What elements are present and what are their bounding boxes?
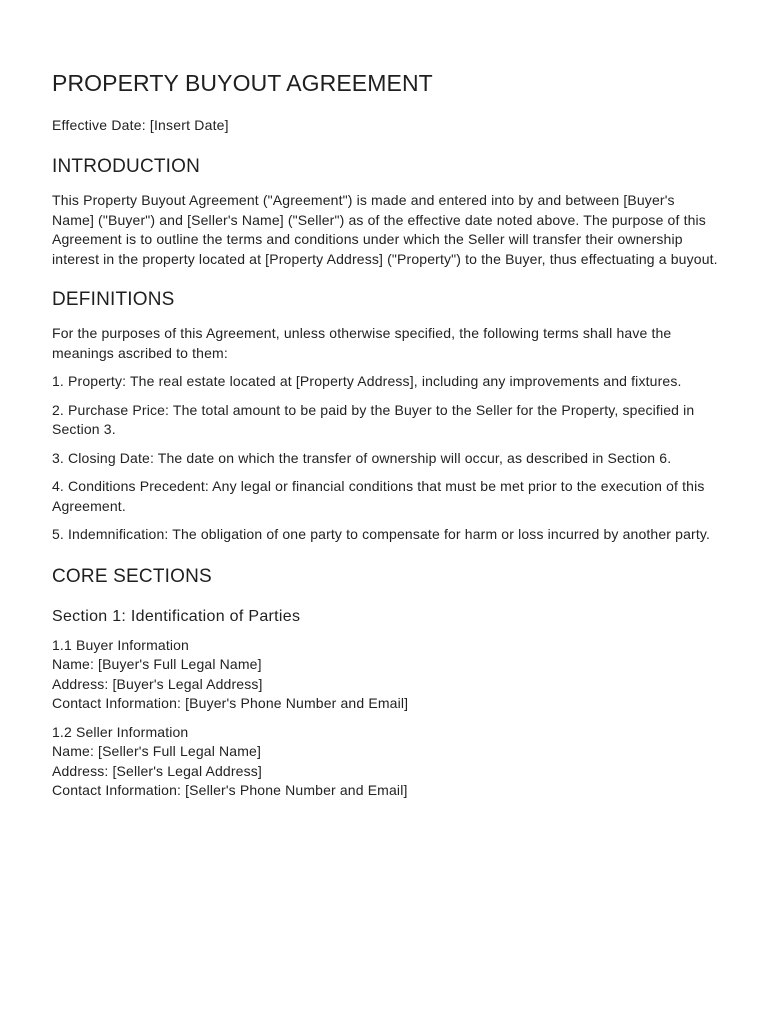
effective-date: Effective Date: [Insert Date] [52,117,229,133]
buyer-info-label: 1.1 Buyer Information [52,636,189,653]
definition-item: 3. Closing Date: The date on which the transfer of ownership will occur, as described in Section 6. [52,449,672,466]
definition-item: 4. Conditions Precedent: Any legal or financial conditions that must be met prior to the execution of this Agreement. [52,478,705,514]
definitions-heading: DEFINITIONS [52,289,175,310]
buyer-contact: Contact Information: [Buyer's Phone Number and Email] [52,695,409,711]
seller-name: Name: [Seller's Full Legal Name] [52,743,261,759]
definition-item: 1. Property: The real estate located at [Property Address], including any improvements and fixtures. [52,373,682,389]
seller-contact: Contact Information: [Seller's Phone Number and Email] [52,782,408,798]
introduction-text: This Property Buyout Agreement ("Agreement") is made and entered into by and between [Buyer's Name] ("Buyer") and [Seller's Name] ("Seller") as of the effective date noted above. The purpose of this Agreement is to outline the terms and conditions under which the Seller will transfer their ownership interest in the property located at [Property Address] ("Property") to the Buyer, thus effectuating a buyout. [52,192,718,267]
core-sections-heading: CORE SECTIONS [52,565,212,587]
definition-item: 2. Purchase Price: The total amount to be paid by the Buyer to the Seller for the Property, specified in Section 3. [52,401,695,437]
buyer-information-block [52,636,718,714]
buyer-name: Name: [Buyer's Full Legal Name] [52,656,262,672]
seller-address: Address: [Seller's Legal Address] [52,762,262,779]
buyer-address: Address: [Buyer's Legal Address] [52,675,263,692]
seller-info-label: 1.2 Seller Information [52,723,189,740]
document-title: PROPERTY BUYOUT AGREEMENT [52,70,433,96]
seller-information-block [52,723,718,801]
definition-item: 5. Indemnification: The obligation of one party to compensate for harm or loss incurred by another party. [52,526,711,542]
introduction-heading: INTRODUCTION [52,156,201,177]
definitions-intro: For the purposes of this Agreement, unless otherwise specified, the following terms shall have the meanings ascribed to them: [52,325,672,361]
section-1-heading: Section 1: Identification of Parties [52,607,301,625]
